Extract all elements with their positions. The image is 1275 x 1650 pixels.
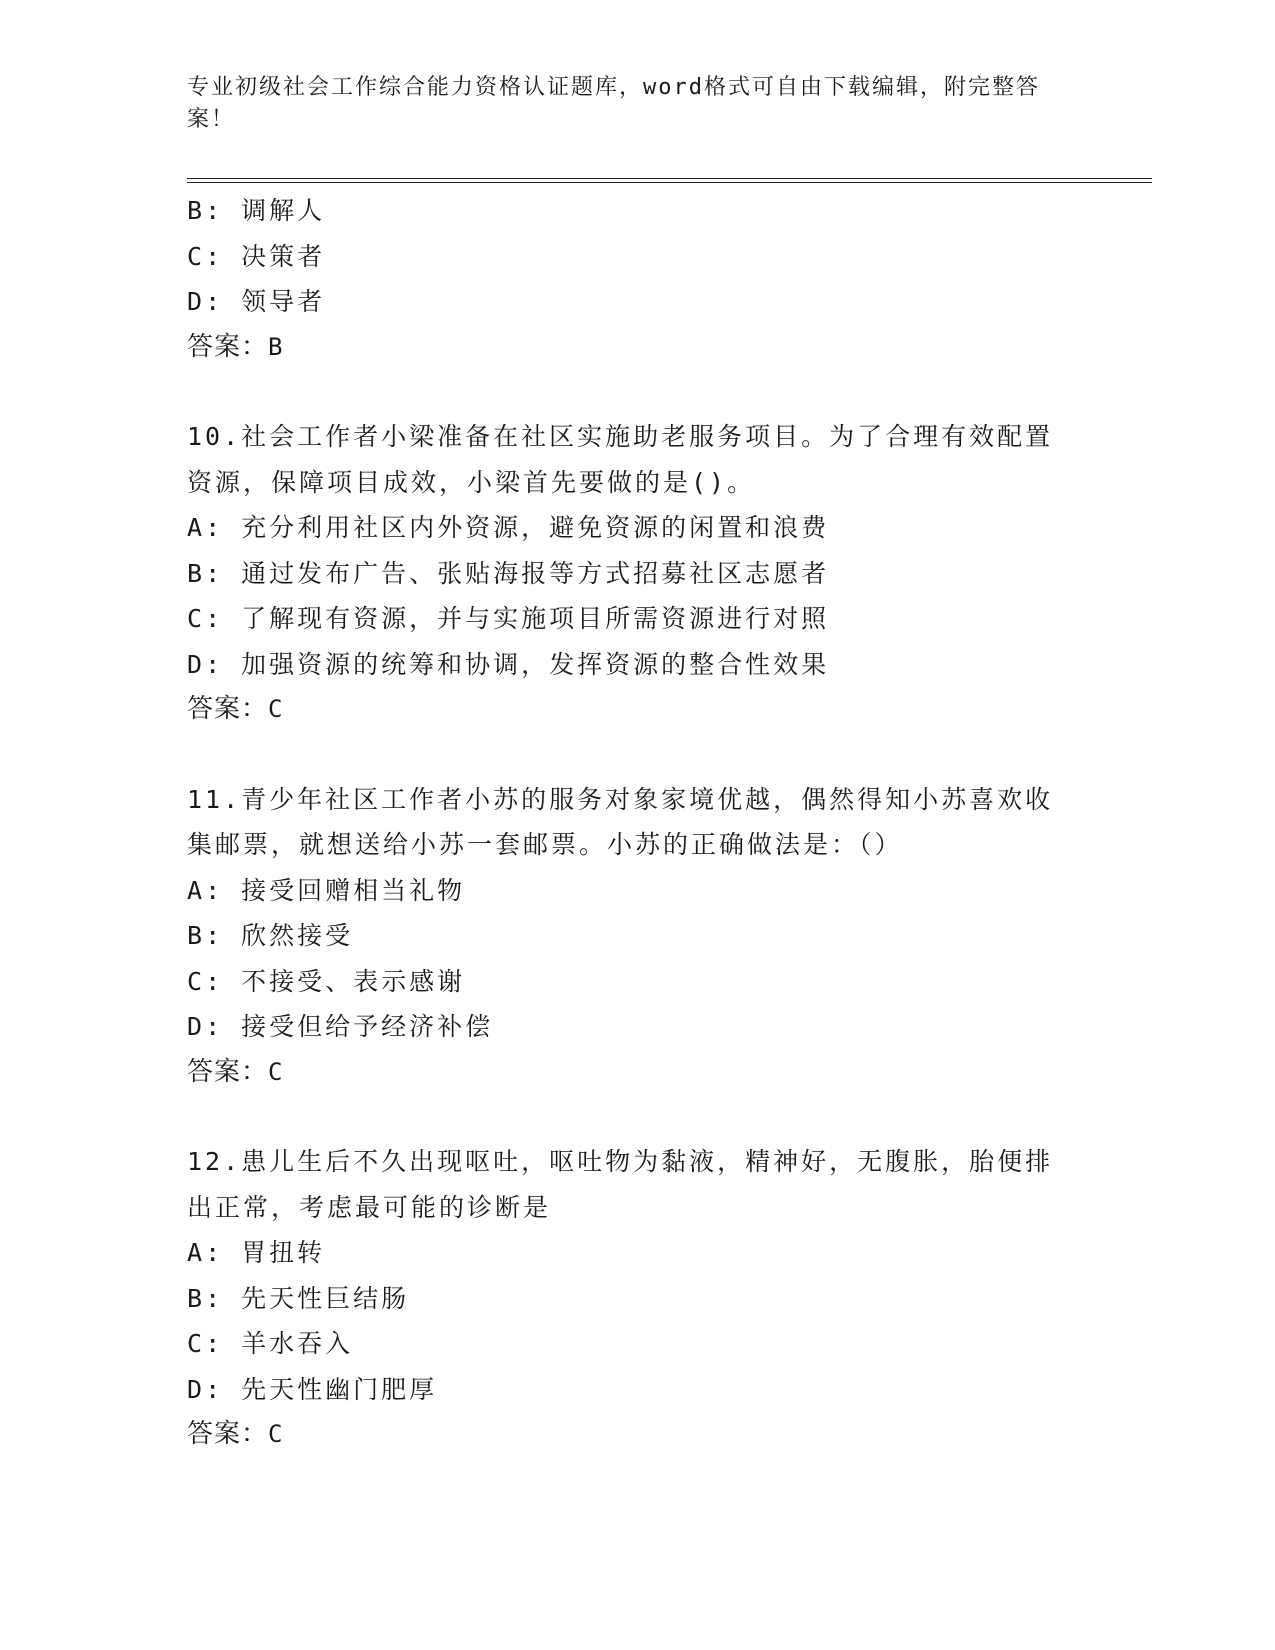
question-stem: 11.青少年社区工作者小苏的服务对象家境优越，偶然得知小苏喜欢收集邮票，就想送给小苏一套邮票。小苏的正确做法是：（） xyxy=(187,784,1054,859)
option-d: D: 接受但给予经济补偿 xyxy=(187,1012,494,1041)
option-a: A: 接受回赠相当礼物 xyxy=(187,875,466,905)
question-stem: 10.社会工作者小梁准备在社区实施助老服务项目。为了合理有效配置资源，保障项目成效，小梁首先要做的是()。 xyxy=(187,422,1054,497)
option-b: B: 欣然接受 xyxy=(187,921,354,950)
page-header: 专业初级社会工作综合能力资格认证题库，word格式可自由下载编辑，附完整答案！ xyxy=(187,75,1040,132)
option-c: C: 决策者 xyxy=(187,241,326,271)
option-d: D: 领导者 xyxy=(187,287,326,316)
option-d: D: 加强资源的统筹和协调，发挥资源的整合性效果 xyxy=(187,649,830,679)
question-list xyxy=(187,188,1087,1458)
option-a: A: 胃扭转 xyxy=(187,1238,326,1267)
question-stem: 12.患儿生后不久出现呕吐，呕吐物为黏液，精神好，无腹胀，胎便排出正常，考虑最可能的诊断是 xyxy=(187,1147,1054,1222)
answer-line: 答案：B xyxy=(187,331,284,362)
answer-line: 答案：C xyxy=(187,1056,284,1087)
header-divider xyxy=(187,178,1152,183)
option-b: B: 通过发布广告、张贴海报等方式招募社区志愿者 xyxy=(187,558,830,588)
option-a: A: 充分利用社区内外资源，避免资源的闲置和浪费 xyxy=(187,513,830,542)
question-12 xyxy=(187,1139,1087,1458)
option-d: D: 先天性幽门肥厚 xyxy=(187,1374,438,1404)
answer-line: 答案：C xyxy=(187,1419,284,1449)
question-11 xyxy=(187,777,1087,1096)
option-b: B: 先天性巨结肠 xyxy=(187,1283,410,1313)
option-c: C: 羊水吞入 xyxy=(187,1329,354,1358)
option-b: B: 调解人 xyxy=(187,196,326,225)
option-c: C: 了解现有资源，并与实施项目所需资源进行对照 xyxy=(187,604,830,633)
answer-line: 答案：C xyxy=(187,694,284,724)
question-9-continued xyxy=(187,188,1087,370)
option-c: C: 不接受、表示感谢 xyxy=(187,966,466,996)
question-10 xyxy=(187,414,1087,733)
